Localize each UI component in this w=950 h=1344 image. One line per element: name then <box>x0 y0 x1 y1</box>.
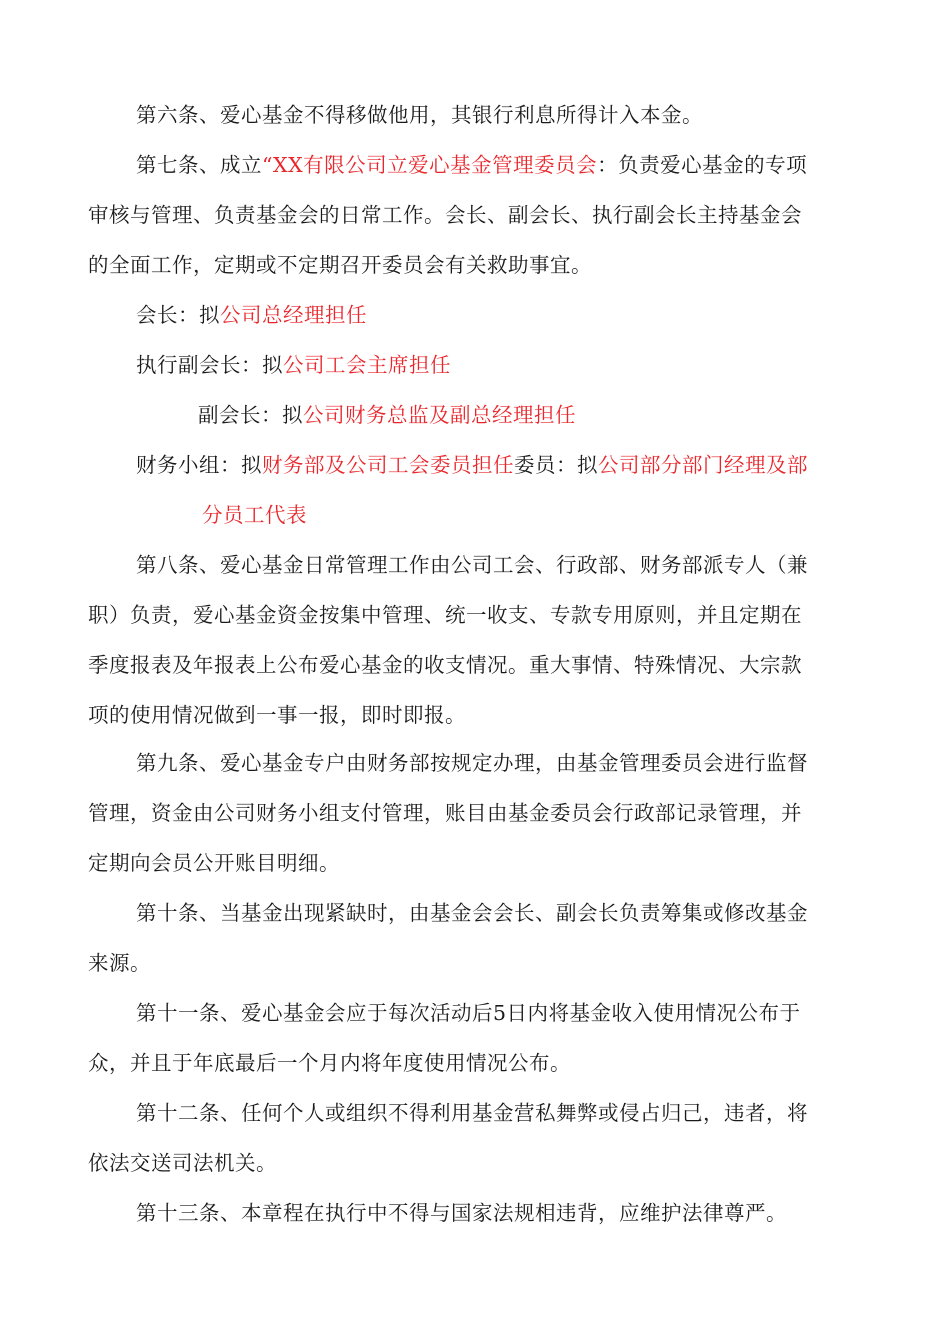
article-11 <box>88 988 868 1088</box>
article-7-line-2: 审核与管理、负责基金会的日常工作。会长、副会长、执行副会长主持基金会 <box>88 203 802 227</box>
article-10-line-1: 第十条、当基金出现紧缺时，由基金会会长、副会长负责筹集或修改基金 <box>136 901 808 925</box>
role-member-value-1: 公司部分部门经理及部 <box>598 453 808 477</box>
article-13 <box>88 1188 868 1238</box>
committee-name: “XX有限公司立爱心基金管理委员会 <box>262 153 598 177</box>
article-13-line: 第十三条、本章程在执行中不得与国家法规相违背，应维护法律尊严。 <box>136 1201 787 1225</box>
article-11-line-2: 众，并且于年底最后一个月内将年度使用情况公布。 <box>88 1051 571 1075</box>
article-9-line-3: 定期向会员公开账目明细。 <box>88 851 340 875</box>
role-vice-value: 公司财务总监及副总经理担任 <box>303 403 576 427</box>
article-8-line-4: 项的使用情况做到一事一报，即时即报。 <box>88 703 466 727</box>
role-chair-label: 会长：拟 <box>136 303 220 327</box>
role-finance-label: 财务小组：拟 <box>136 453 262 477</box>
article-6-line: 第六条、爱心基金不得移做他用，其银行利息所得计入本金。 <box>136 103 703 127</box>
role-finance-value: 财务部及公司工会委员担任 <box>262 453 514 477</box>
article-9 <box>88 738 868 888</box>
article-7 <box>88 140 868 290</box>
role-chair-value: 公司总经理担任 <box>220 303 367 327</box>
role-vice-label: 副会长：拟 <box>198 403 303 427</box>
role-exec-vice-value: 公司工会主席担任 <box>283 353 451 377</box>
article-8 <box>88 540 868 740</box>
article-8-line-1: 第八条、爱心基金日常管理工作由公司工会、行政部、财务部派专人（兼 <box>136 553 808 577</box>
article-12-line-2: 依法交送司法机关。 <box>88 1151 277 1175</box>
role-vice <box>88 390 868 440</box>
article-7-line-1: 第七条、成立“XX有限公司立爱心基金管理委员会：负责爱心基金的专项 <box>136 153 808 177</box>
article-10 <box>88 888 868 988</box>
role-member-value-2: 分员工代表 <box>202 503 307 527</box>
role-exec-vice-label: 执行副会长：拟 <box>136 353 283 377</box>
article-7-line-3: 的全面工作，定期或不定期召开委员会有关救助事宜。 <box>88 253 592 277</box>
article-12 <box>88 1088 868 1188</box>
article-12-line-1: 第十二条、任何个人或组织不得利用基金营私舞弊或侵占归己，违者，将 <box>136 1101 808 1125</box>
article-9-line-2: 管理，资金由公司财务小组支付管理，账目由基金委员会行政部记录管理，并 <box>88 801 802 825</box>
article-10-line-2: 来源。 <box>88 951 151 975</box>
role-exec-vice <box>88 340 868 390</box>
role-chair <box>88 290 868 340</box>
article-8-line-2: 职）负责，爱心基金资金按集中管理、统一收支、专款专用原则，并且定期在 <box>88 603 802 627</box>
article-8-line-3: 季度报表及年报表上公布爱心基金的收支情况。重大事情、特殊情况、大宗款 <box>88 653 802 677</box>
article-11-line-1: 第十一条、爱心基金会应于每次活动后5日内将基金收入使用情况公布于 <box>136 1001 801 1025</box>
article-6 <box>88 90 868 140</box>
role-finance-members <box>88 440 868 540</box>
role-member-label: 委员：拟 <box>514 453 598 477</box>
article-9-line-1: 第九条、爱心基金专户由财务部按规定办理，由基金管理委员会进行监督 <box>136 751 808 775</box>
